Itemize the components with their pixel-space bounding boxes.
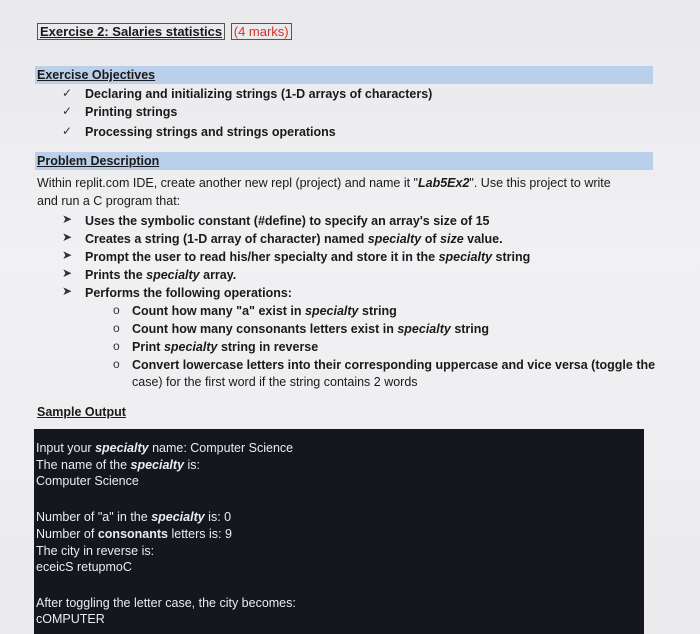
console-line: Number of consonants letters is: 9	[36, 527, 232, 541]
problem-heading: Problem Description	[37, 154, 160, 168]
check-icon: ✓	[62, 86, 73, 100]
arrow-bullet-icon: ➤	[62, 284, 73, 298]
exercise-title	[37, 24, 292, 39]
requirement-item: Prints the specialty array.	[85, 268, 237, 282]
circle-bullet-icon: o	[113, 339, 120, 353]
console-line: Input your specialty name: Computer Science	[36, 441, 294, 455]
console-line: The name of the specialty is:	[36, 458, 201, 472]
operation-item: Count how many consonants letters exist in specialty string	[132, 322, 490, 336]
console-line: Computer Science	[36, 474, 139, 488]
console-line: After toggling the letter case, the city becomes:	[36, 596, 296, 610]
objectives-heading: Exercise Objectives	[37, 68, 156, 82]
arrow-bullet-icon: ➤	[62, 212, 73, 226]
requirement-item: Creates a string (1-D array of character) named specialty of size value.	[85, 232, 503, 246]
operation-item: Print specialty string in reverse	[132, 340, 319, 354]
problem-intro-line-1: Within replit.com IDE, create another new repl (project) and name it "Lab5Ex2". Use this project to write	[37, 176, 611, 190]
circle-bullet-icon: o	[113, 321, 120, 335]
arrow-bullet-icon: ➤	[62, 248, 73, 262]
arrow-bullet-icon: ➤	[62, 266, 73, 280]
sample-output-heading: Sample Output	[37, 405, 126, 419]
console-line: Number of "a" in the specialty is: 0	[36, 510, 232, 524]
objective-item: Processing strings and strings operations	[85, 125, 336, 139]
requirement-item: Prompt the user to read his/her specialty and store it in the specialty string	[85, 250, 531, 264]
objectives-heading-band	[35, 66, 653, 84]
problem-heading-band	[35, 152, 653, 170]
exercise-title-text: Exercise 2: Salaries statistics	[37, 23, 225, 40]
arrow-bullet-icon: ➤	[62, 230, 73, 244]
exercise-marks: (4 marks)	[231, 23, 292, 40]
console-line: cOMPUTER	[36, 612, 105, 626]
requirement-item: Performs the following operations:	[85, 286, 292, 300]
operation-item-continued: case) for the first word if the string contains 2 words	[132, 375, 418, 389]
circle-bullet-icon: o	[113, 357, 120, 371]
objective-item: Printing strings	[85, 105, 178, 119]
objective-item: Declaring and initializing strings (1-D arrays of characters)	[85, 87, 433, 101]
console-output	[34, 429, 644, 634]
console-line: The city in reverse is:	[36, 544, 155, 558]
requirement-item: Uses the symbolic constant (#define) to specify an array's size of 15	[85, 214, 490, 228]
circle-bullet-icon: o	[113, 303, 120, 317]
operation-item: Count how many "a" exist in specialty string	[132, 304, 397, 318]
problem-intro-line-2: and run a C program that:	[37, 194, 181, 208]
console-line: eceicS retupmoC	[36, 560, 132, 574]
check-icon: ✓	[62, 124, 73, 138]
operation-item: Convert lowercase letters into their corresponding uppercase and vice versa (toggle the	[132, 358, 656, 372]
check-icon: ✓	[62, 104, 73, 118]
